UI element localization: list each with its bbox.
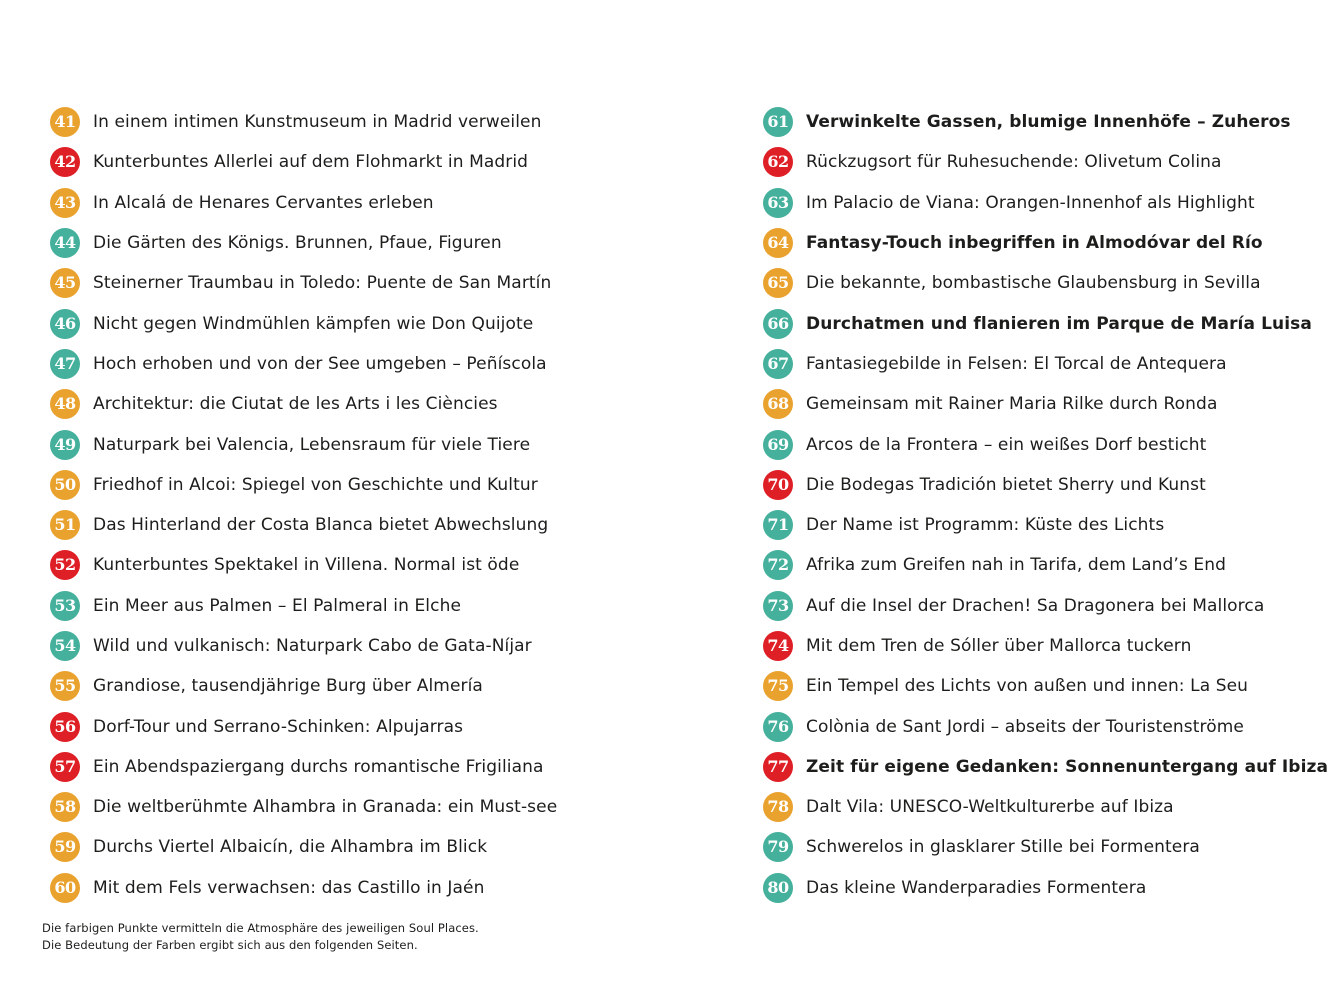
footer-note-line1: Die farbigen Punkte vermitteln die Atmosphäre des jeweiligen Soul Places. [42,921,479,935]
entry-number-badge: 66 [763,309,793,339]
entry-title: Ein Abendspaziergang durchs romantische Frigiliana [93,756,544,777]
toc-entry [50,384,557,424]
entry-title: Ein Meer aus Palmen – El Palmeral in Elche [93,595,461,616]
entry-number-badge: 79 [763,832,793,862]
toc-entry [763,465,1328,505]
entry-title: Nicht gegen Windmühlen kämpfen wie Don Quijote [93,313,534,334]
entry-title: Die weltberühmte Alhambra in Granada: ein Must-see [93,797,558,818]
entry-number-badge: 60 [50,873,80,903]
entry-title: Colònia de Sant Jordi – abseits der Touristenströme [806,716,1244,737]
entry-title: Friedhof in Alcoi: Spiegel von Geschichte und Kultur [93,474,538,495]
toc-entry [763,223,1328,263]
toc-entry [50,505,557,545]
toc-entry [50,465,557,505]
entry-title: Der Name ist Programm: Küste des Lichts [806,515,1165,536]
entry-number-badge: 65 [763,268,793,298]
toc-entry [763,787,1328,827]
entry-title: In einem intimen Kunstmuseum in Madrid verweilen [93,112,542,133]
entry-title: Gemeinsam mit Rainer Maria Rilke durch Ronda [806,394,1218,415]
entry-title: Mit dem Tren de Sóller über Mallorca tuckern [806,636,1192,656]
entry-title: Steinerner Traumbau in Toledo: Puente de San Martín [93,273,552,294]
entry-number-badge: 75 [763,671,793,701]
entry-number-badge: 42 [50,147,80,177]
toc-entry [50,706,557,746]
entry-title: Dalt Vila: UNESCO-Weltkulturerbe auf Ibiza [806,797,1174,818]
entry-title: Die Gärten des Königs. Brunnen, Pfaue, Figuren [93,233,502,254]
entry-number-badge: 41 [50,107,80,137]
toc-entry [763,505,1328,545]
toc-entry [50,303,557,343]
entry-number-badge: 50 [50,470,80,500]
entry-number-badge: 74 [763,631,793,661]
entry-number-badge: 68 [763,389,793,419]
toc-entry [50,183,557,223]
toc-entry [763,626,1328,666]
toc-entry [50,626,557,666]
entry-number-badge: 63 [763,188,793,218]
entry-title: Im Palacio de Viana: Orangen-Innenhof als Highlight [806,192,1255,213]
entry-number-badge: 55 [50,671,80,701]
entry-number-badge: 61 [763,107,793,137]
toc-entry [763,263,1328,303]
entry-title: Schwerelos in glasklarer Stille bei Formentera [806,837,1200,858]
entry-number-badge: 67 [763,349,793,379]
entry-title: Hoch erhoben und von der See umgeben – Peñíscola [93,353,547,374]
entry-title: Verwinkelte Gassen, blumige Innenhöfe – Zuheros [806,112,1291,133]
entry-title: Arcos de la Frontera – ein weißes Dorf besticht [806,434,1207,455]
toc-entry [50,666,557,706]
entry-number-badge: 69 [763,430,793,460]
toc-entry [50,424,557,464]
entry-number-badge: 52 [50,550,80,580]
entry-title: Afrika zum Greifen nah in Tarifa, dem Land’s End [806,555,1226,576]
toc-entry [50,827,557,867]
entry-number-badge: 59 [50,832,80,862]
toc-entry [763,666,1328,706]
toc-column-right [763,102,1328,908]
toc-entry [763,747,1328,787]
entry-number-badge: 78 [763,792,793,822]
toc-entry [763,868,1328,908]
entry-number-badge: 56 [50,712,80,742]
entry-number-badge: 58 [50,792,80,822]
entry-title: Naturpark bei Valencia, Lebensraum für viele Tiere [93,434,531,455]
entry-number-badge: 57 [50,752,80,782]
toc-entry [763,183,1328,223]
toc-entry [50,747,557,787]
entry-number-badge: 73 [763,591,793,621]
entry-title: Zeit für eigene Gedanken: Sonnenuntergang auf Ibiza [806,756,1329,777]
toc-entry [50,223,557,263]
entry-title: Fantasy-Touch inbegriffen in Almodóvar del Río [806,233,1263,254]
toc-entry [763,303,1328,343]
entry-number-badge: 70 [763,470,793,500]
toc-entry [50,142,557,182]
toc-entry [50,263,557,303]
toc-entry [50,545,557,585]
entry-title: Kunterbuntes Allerlei auf dem Flohmarkt in Madrid [93,152,529,173]
entry-title: Fantasiegebilde in Felsen: El Torcal de Antequera [806,353,1227,374]
toc-entry [50,868,557,908]
entry-number-badge: 46 [50,309,80,339]
entry-title: Dorf-Tour und Serrano-Schinken: Alpujarras [93,716,464,737]
entry-title: Durchatmen und flanieren im Parque de María Luisa [806,313,1312,334]
toc-entry [763,706,1328,746]
toc-entry [50,586,557,626]
toc-column-left [50,102,557,908]
entry-title: Architektur: die Ciutat de les Arts i les Ciències [93,394,498,415]
entry-title: Mit dem Fels verwachsen: das Castillo in Jaén [93,877,485,898]
entry-number-badge: 51 [50,510,80,540]
toc-entry [50,344,557,384]
toc-entry [763,827,1328,867]
entry-number-badge: 53 [50,591,80,621]
entry-number-badge: 54 [50,631,80,661]
entry-number-badge: 77 [763,752,793,782]
entry-title: Die Bodegas Tradición bietet Sherry und Kunst [806,474,1206,495]
toc-entry [763,424,1328,464]
toc-entry [50,787,557,827]
entry-title: Das kleine Wanderparadies Formentera [806,877,1147,898]
entry-title: In Alcalá de Henares Cervantes erleben [93,192,434,213]
entry-number-badge: 49 [50,430,80,460]
toc-entry [763,102,1328,142]
footer-note [42,920,479,953]
entry-title: Das Hinterland der Costa Blanca bietet Abwechslung [93,515,549,536]
entry-number-badge: 45 [50,268,80,298]
entry-number-badge: 64 [763,228,793,258]
entry-title: Ein Tempel des Lichts von außen und innen: La Seu [806,676,1249,697]
entry-number-badge: 43 [50,188,80,218]
entry-number-badge: 76 [763,712,793,742]
entry-title: Wild und vulkanisch: Naturpark Cabo de Gata-Níjar [93,636,532,656]
entry-title: Die bekannte, bombastische Glaubensburg in Sevilla [806,273,1261,294]
entry-number-badge: 72 [763,550,793,580]
toc-entry [763,142,1328,182]
entry-number-badge: 71 [763,510,793,540]
entry-title: Rückzugsort für Ruhesuchende: Olivetum Colina [806,152,1222,173]
entry-number-badge: 44 [50,228,80,258]
toc-entry [763,545,1328,585]
entry-number-badge: 80 [763,873,793,903]
entry-number-badge: 62 [763,147,793,177]
toc-entry [763,384,1328,424]
entry-number-badge: 47 [50,349,80,379]
entry-title: Grandiose, tausendjährige Burg über Almería [93,676,483,697]
entry-number-badge: 48 [50,389,80,419]
toc-entry [50,102,557,142]
toc-entry [763,344,1328,384]
footer-note-line2: Die Bedeutung der Farben ergibt sich aus den folgenden Seiten. [42,937,418,952]
entry-title: Kunterbuntes Spektakel in Villena. Normal ist öde [93,555,520,576]
toc-entry [763,586,1328,626]
entry-title: Durchs Viertel Albaicín, die Alhambra im Blick [93,837,488,858]
entry-title: Auf die Insel der Drachen! Sa Dragonera bei Mallorca [806,595,1265,616]
